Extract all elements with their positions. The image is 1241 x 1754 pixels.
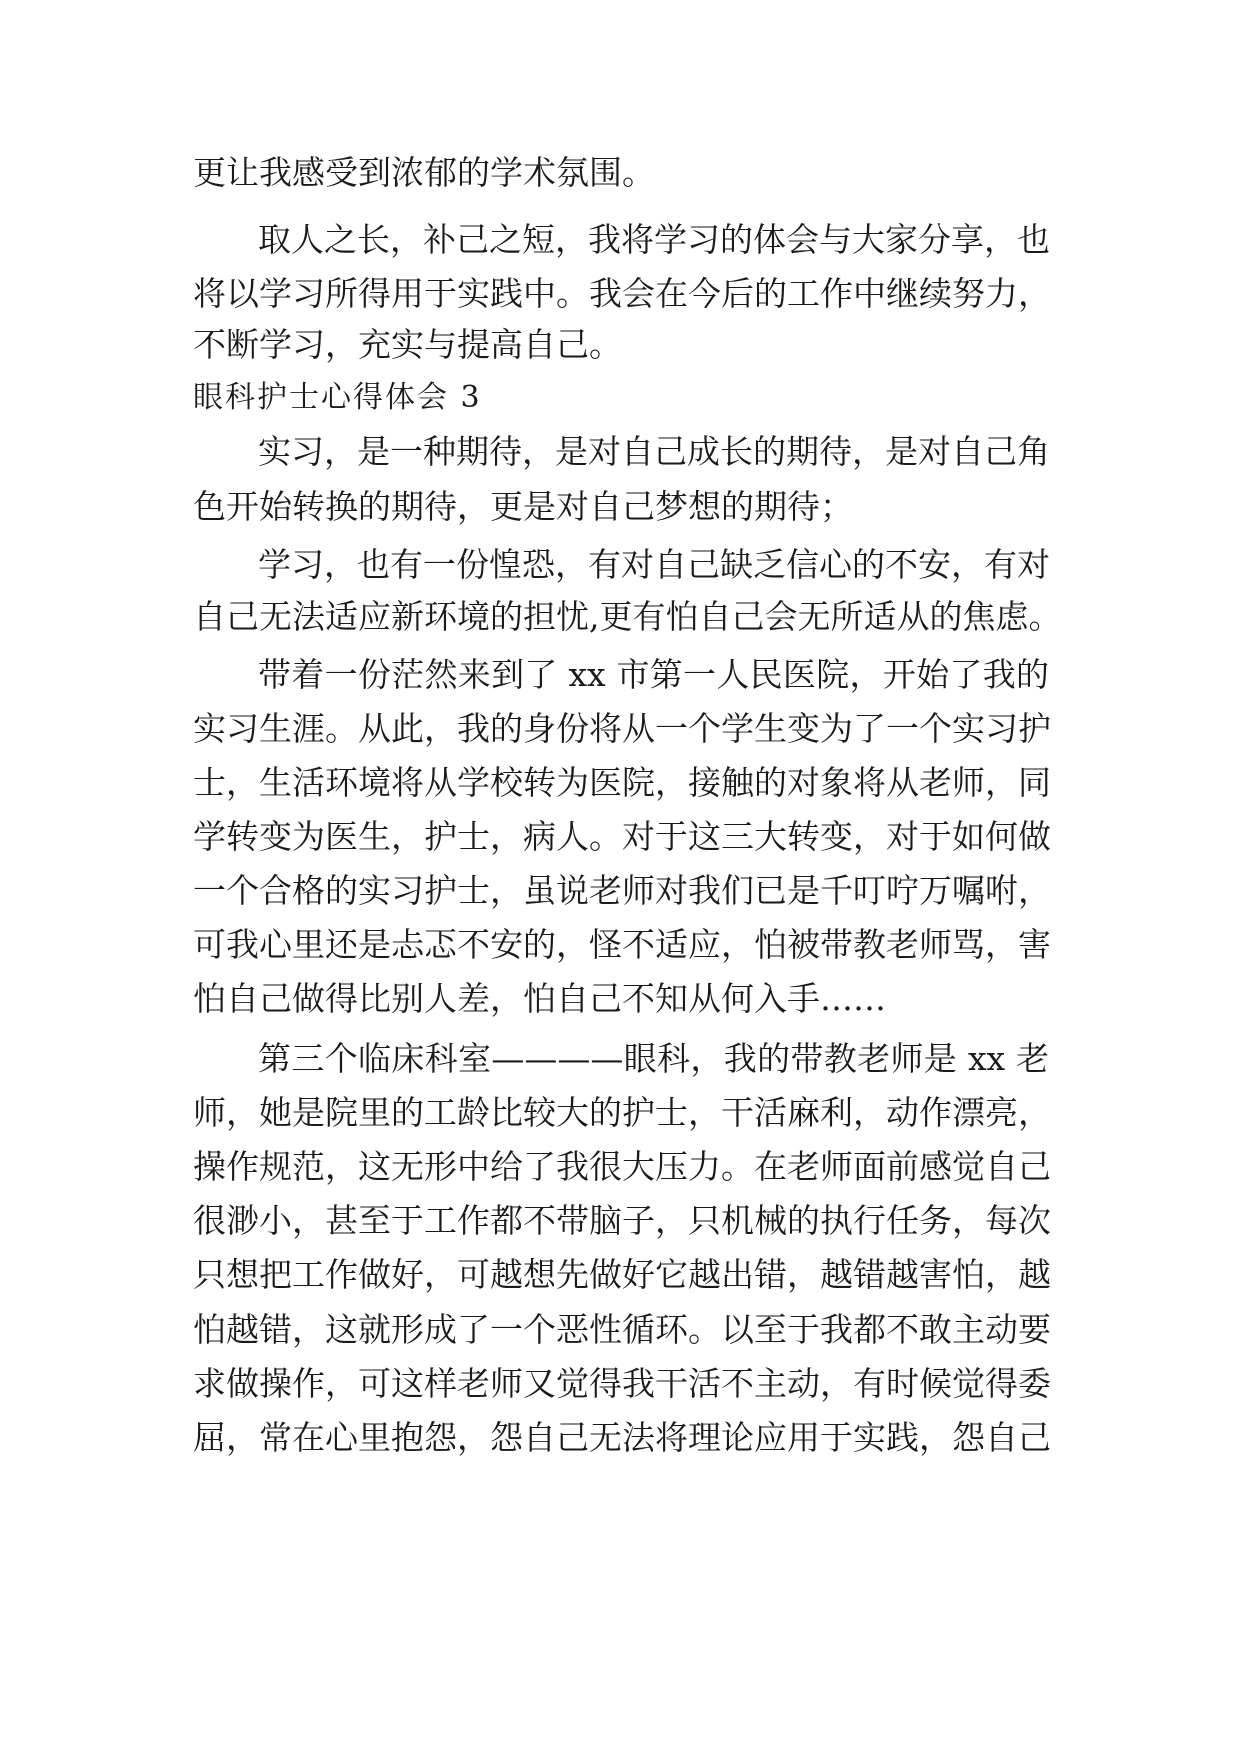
section-heading: 眼科护士心得体会 3: [193, 380, 482, 415]
text-line: 色开始转换的期待，更是对自己梦想的期待；: [193, 487, 853, 526]
text-line: 更让我感受到浓郁的学术氛围。: [193, 153, 655, 192]
text-line: 很渺小，甚至于工作都不带脑子，只机械的执行任务，每次: [193, 1201, 1051, 1240]
text-line: 屈，常在心里抱怨，怨自己无法将理论应用于实践，怨自己: [193, 1418, 1051, 1457]
text-line: 士，生活环境将从学校转为医院，接触的对象将从老师，同: [193, 763, 1051, 802]
paragraph-first-line: 带着一份茫然来到了 xx 市第一人民医院，开始了我的: [258, 655, 1049, 694]
text-line: 怕越错，这就形成了一个恶性循环。以至于我都不敢主动要: [193, 1310, 1051, 1349]
text-line: 不断学习，充实与提高自己。: [193, 325, 622, 364]
text-line: 师，她是院里的工龄比较大的护士，干活麻利，动作漂亮，: [193, 1093, 1051, 1132]
text-line: 实习生涯。从此，我的身份将从一个学生变为了一个实习护: [193, 709, 1051, 748]
text-line: 一个合格的实习护士，虽说老师对我们已是千叮咛万嘱咐，: [193, 871, 1051, 910]
text-line: 学转变为医生，护士，病人。对于这三大转变，对于如何做: [193, 817, 1051, 856]
paragraph-first-line: 学习，也有一份惶恐，有对自己缺乏信心的不安，有对: [258, 545, 1050, 584]
text-line: 将以学习所得用于实践中。我会在今后的工作中继续努力，: [193, 274, 1051, 313]
text-line: 求做操作，可这样老师又觉得我干活不主动，有时候觉得委: [193, 1364, 1051, 1403]
paragraph-first-line: 第三个临床科室————眼科，我的带教老师是 xx 老: [258, 1039, 1049, 1078]
text-line: 可我心里还是忐忑不安的，怪不适应，怕被带教老师骂，害: [193, 925, 1051, 964]
paragraph-first-line: 取人之长，补己之短，我将学习的体会与大家分享，也: [258, 220, 1050, 259]
text-line: 自己无法适应新环境的担忧,更有怕自己会无所适从的焦虑。: [193, 597, 1062, 636]
paragraph-first-line: 实习，是一种期待，是对自己成长的期待，是对自己角: [258, 432, 1050, 471]
text-line: 只想把工作做好，可越想先做好它越出错，越错越害怕，越: [193, 1255, 1051, 1294]
text-line: 操作规范，这无形中给了我很大压力。在老师面前感觉自己: [193, 1147, 1051, 1186]
text-line: 怕自己做得比别人差，怕自己不知从何入手……: [193, 979, 886, 1018]
